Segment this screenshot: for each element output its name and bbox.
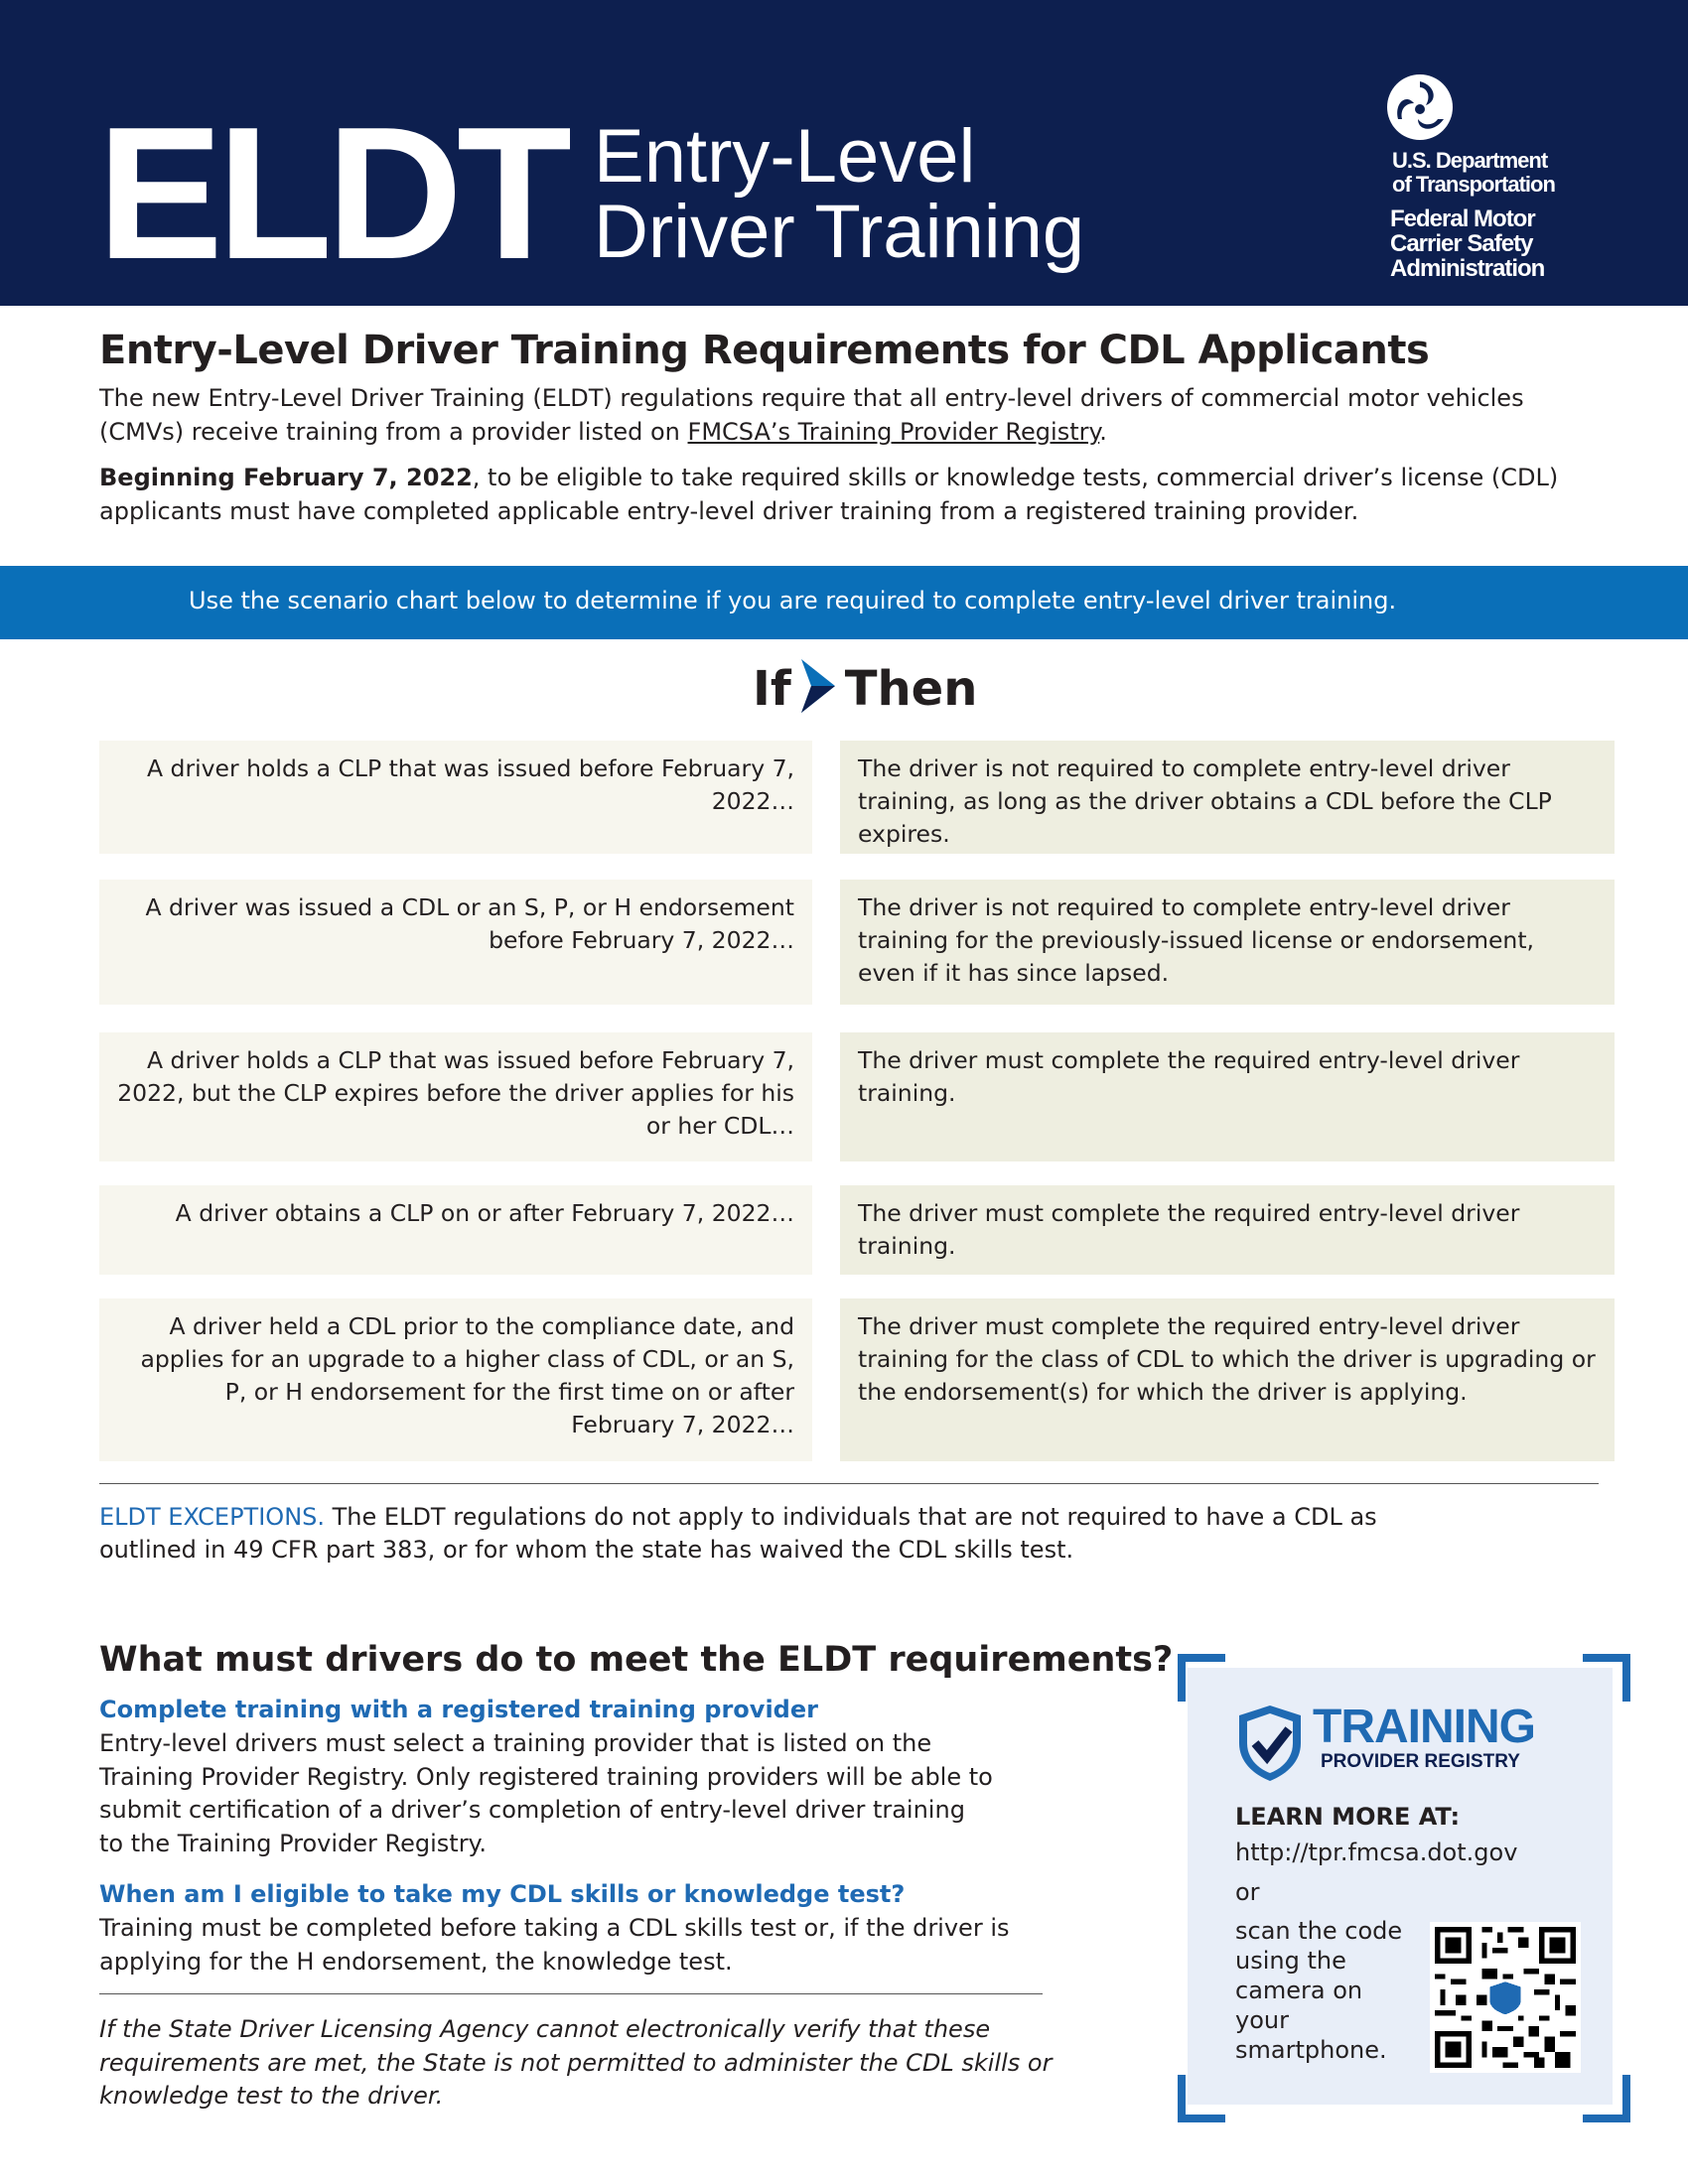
corner-bracket-top-right [1583, 1654, 1630, 1702]
corner-bracket-top-left [1178, 1654, 1225, 1702]
scenario-if-4: A driver obtains a CLP on or after February 7, 2022… [99, 1185, 812, 1275]
intro-paragraph-1 [99, 381, 1609, 449]
subheading-registered-provider: Complete training with a registered training provider [99, 1696, 818, 1723]
scenario-if-3: A driver holds a CLP that was issued before February 7, 2022, but the CLP expires before the driver applies for his or her CDL… [99, 1032, 812, 1161]
instruction-band-text: Use the scenario chart below to determine if you are required to complete entry-level driver training. [189, 587, 1397, 614]
intro-text-2: , to be eligible to take required skills or knowledge tests, commercial driver’s license (CDL) applicants must have completed applicable entry-level driver training from a registered training provider. [99, 464, 1559, 525]
training-provider-registry-link[interactable]: FMCSA’s Training Provider Registry [687, 418, 1100, 446]
eldt-subtitle [594, 114, 1085, 274]
scenario-if-2: A driver was issued a CDL or an S, P, or H endorsement before February 7, 2022… [99, 880, 812, 1005]
corner-bracket-bottom-right [1583, 2075, 1630, 2122]
exceptions-label: ELDT EXCEPTIONS. [99, 1503, 326, 1531]
scenario-then-1: The driver is not required to complete entry-level driver training, as long as the driver obtains a CDL before the CLP expires. [840, 741, 1615, 854]
agency-line-1: U.S. Department [1392, 148, 1548, 173]
scan-instructions: scan the code using the camera on your smartphone. [1235, 1917, 1403, 2064]
subheading-eligibility: When am I eligible to take my CDL skills or knowledge test? [99, 1880, 906, 1908]
corner-bracket-bottom-left [1178, 2075, 1225, 2122]
tpr-title: TRAINING [1313, 1701, 1535, 1753]
requirements-heading: What must drivers do to meet the ELDT requirements? [99, 1640, 1174, 1680]
learn-more-label: LEARN MORE AT: [1235, 1803, 1461, 1831]
scenario-if-1: A driver holds a CLP that was issued before February 7, 2022… [99, 741, 812, 854]
intro-text: The new Entry-Level Driver Training (ELDT) regulations require that all entry-level drivers of commercial motor vehicles (CMVs) receive training from a provider listed on [99, 384, 1524, 446]
or-text: or [1235, 1878, 1260, 1906]
if-label: If [753, 661, 791, 717]
intro-date-bold: Beginning February 7, 2022 [99, 464, 473, 491]
subtitle-line-1: Entry-Level [594, 114, 976, 199]
scenario-then-5: The driver must complete the required entry-level driver training for the class of CDL to which the driver is upgrading or the endorsement(s) for which the driver is applying. [840, 1298, 1615, 1461]
subtitle-line-2: Driver Training [594, 190, 1085, 274]
page-heading: Entry-Level Driver Training Requirements for CDL Applicants [99, 328, 1430, 373]
intro-paragraph-2 [99, 461, 1609, 528]
scenario-then-3: The driver must complete the required entry-level driver training. [840, 1032, 1615, 1161]
agency-fmcsa [1390, 206, 1544, 281]
exceptions-text: The ELDT regulations do not apply to individuals that are not required to have a CDL as outlined in 49 CFR part 383, or for whom the state has waived the CDL skills test. [99, 1503, 1377, 1564]
state-agency-note: If the State Driver Licensing Agency cannot electronically verify that these requirements are met, the State is not permitted to administer the CDL skills or knowledge test to the driver. [99, 2015, 1053, 2110]
agency-line-5: Administration [1390, 255, 1545, 282]
dot-triskelion-icon [1386, 73, 1454, 141]
divider-note [99, 1993, 1043, 1994]
tpr-subtitle: PROVIDER REGISTRY [1321, 1751, 1520, 1772]
agency-line-4: Carrier Safety [1390, 230, 1533, 257]
scenario-then-4: The driver must complete the required entry-level driver training. [840, 1185, 1615, 1275]
shield-check-icon [1235, 1704, 1305, 1783]
body-registered-provider: Entry-level drivers must select a training provider that is listed on the Training Provider Registry. Only registered training providers will be able to submit certification of a driver’s completion of entry-level driver training to the Training Provider Registry. [99, 1729, 993, 1857]
scenario-if-5: A driver held a CDL prior to the compliance date, and applies for an upgrade to a higher class of CDL, or an S, P, or H endorsement for the first time on or after February 7, 2022… [99, 1298, 812, 1461]
eldt-title: ELDT [97, 88, 567, 299]
scenario-then-2: The driver is not required to complete entry-level driver training for the previously-issued license or endorsement, even if it has since lapsed. [840, 880, 1615, 1005]
tpr-url-link[interactable]: http://tpr.fmcsa.dot.gov [1235, 1839, 1518, 1866]
chevron-right-icon [795, 659, 841, 713]
body-eligibility: Training must be completed before taking a CDL skills test or, if the driver is applying for the H endorsement, the knowledge test. [99, 1914, 1010, 1976]
agency-line-2: of Transportation [1392, 172, 1555, 197]
qr-code-icon[interactable] [1430, 1922, 1581, 2073]
exceptions-paragraph [99, 1501, 1410, 1567]
if-then-heading [753, 659, 977, 717]
divider [99, 1483, 1599, 1484]
agency-line-3: Federal Motor [1390, 205, 1535, 232]
agency-dot [1392, 149, 1555, 197]
then-label: Then [844, 661, 978, 717]
intro-period: . [1099, 418, 1107, 446]
